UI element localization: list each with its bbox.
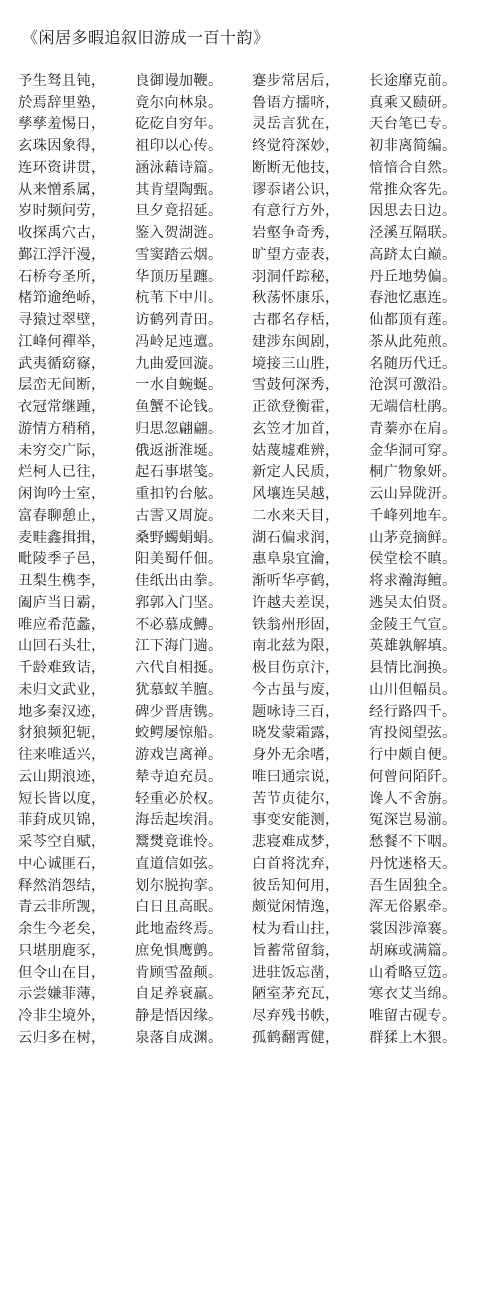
poem-phrase: 许越夫差误， bbox=[252, 594, 340, 611]
poem-phrase: 江峰何禪举， bbox=[18, 333, 106, 350]
poem-phrase: 终觉符深妙， bbox=[252, 138, 340, 155]
poem-phrase: 短长皆以度， bbox=[18, 790, 106, 807]
poem-phrase: 白日且高眠。 bbox=[135, 899, 223, 916]
poem-line bbox=[18, 722, 488, 744]
poem-line bbox=[18, 178, 488, 200]
poem-phrase: 南北兹为限， bbox=[252, 638, 340, 655]
poem-phrase: 山回石头壮， bbox=[18, 638, 106, 655]
poem-phrase: 桑野蠋蜎蜎。 bbox=[135, 529, 223, 546]
poem-phrase: 境接三山胜， bbox=[252, 355, 340, 372]
poem-phrase: 晓发蒙霜露， bbox=[252, 725, 340, 742]
poem-phrase: 二水来天目， bbox=[252, 507, 340, 524]
poem-phrase: 毗陵季子邑， bbox=[18, 551, 106, 568]
poem-phrase: 游戏岂离禅。 bbox=[135, 747, 223, 764]
poem-phrase: 白首将沈弃， bbox=[252, 855, 340, 872]
poem-phrase: 楮笻逾绝峤， bbox=[18, 290, 106, 307]
poem-phrase: 寒衣艾当绵。 bbox=[369, 986, 457, 1003]
poem-line bbox=[18, 330, 488, 352]
poem-line bbox=[18, 439, 488, 461]
poem-phrase: 豺狼频犯轭， bbox=[18, 725, 106, 742]
poem-phrase: 今古虽与废， bbox=[252, 681, 340, 698]
poem-line bbox=[18, 983, 488, 1005]
poem-phrase: 行中颇自便。 bbox=[369, 747, 457, 764]
poem-phrase: 杭苇下中川。 bbox=[135, 290, 223, 307]
poem-phrase: 金陵王气宣。 bbox=[369, 616, 457, 633]
poem-phrase: 九曲爱回漩。 bbox=[135, 355, 223, 372]
poem-phrase: 竟尔向林泉。 bbox=[135, 94, 223, 111]
poem-phrase: 武夷循窈窱， bbox=[18, 355, 106, 372]
poem-phrase: 风壤连吴越， bbox=[252, 486, 340, 503]
poem-phrase: 唯留古砚专。 bbox=[369, 1008, 457, 1025]
poem-phrase: 宵投阅望弦。 bbox=[369, 725, 457, 742]
poem-phrase: 愔愔合自然。 bbox=[369, 159, 457, 176]
poem-line bbox=[18, 395, 488, 417]
poem-phrase: 冤深岂易湔。 bbox=[369, 812, 457, 829]
poem-phrase: 良御谩加鞭。 bbox=[135, 72, 223, 89]
poem-line bbox=[18, 591, 488, 613]
poem-phrase: 正欲登衡霍， bbox=[252, 399, 340, 416]
poem-phrase: 经行路四千。 bbox=[369, 703, 457, 720]
poem-phrase: 江下海门遄。 bbox=[135, 638, 223, 655]
poem-phrase: 冷非尘境外， bbox=[18, 1008, 106, 1025]
poem-phrase: 寻猿过翠壁， bbox=[18, 312, 106, 329]
poem-phrase: 孳孳羞惕日， bbox=[18, 116, 106, 133]
poem-phrase: 青蓁亦在肩。 bbox=[369, 420, 457, 437]
poem-phrase: 划尔脱拘挛。 bbox=[135, 877, 223, 894]
poem-phrase: 长途靡克前。 bbox=[369, 72, 457, 89]
poem-phrase: 唯曰通宗说， bbox=[252, 768, 340, 785]
poem-phrase: 海岳起埃涓。 bbox=[135, 812, 223, 829]
poem-phrase: 鉴入贺湖涟。 bbox=[135, 225, 223, 242]
poem-phrase: 余生今老矣， bbox=[18, 921, 106, 938]
poem-phrase: 静是悟因缘。 bbox=[135, 1008, 223, 1025]
poem-phrase: 六代自相挻。 bbox=[135, 660, 223, 677]
poem-phrase: 麦畦鑫揖揖， bbox=[18, 529, 106, 546]
poem-phrase: 玄笠才加首， bbox=[252, 420, 340, 437]
poem-line bbox=[18, 852, 488, 874]
poem-phrase: 自足养衰羸。 bbox=[135, 986, 223, 1003]
poem-phrase: 岁时频问劳， bbox=[18, 203, 106, 220]
poem-phrase: 此地盍终焉。 bbox=[135, 921, 223, 938]
poem-line bbox=[18, 374, 488, 396]
poem-line bbox=[18, 548, 488, 570]
poem-line bbox=[18, 896, 488, 918]
poem-line bbox=[18, 221, 488, 243]
poem-phrase: 沧溟可激沿。 bbox=[369, 377, 457, 394]
poem-phrase: 俄返浙淮埏。 bbox=[135, 442, 223, 459]
poem-line bbox=[18, 156, 488, 178]
poem-phrase: 将求瀚海鳣。 bbox=[369, 573, 457, 590]
poem-phrase: 尽弃残书帙， bbox=[252, 1008, 340, 1025]
poem-phrase: 阖庐当日霸， bbox=[18, 594, 106, 611]
poem-phrase: 茶从此苑煎。 bbox=[369, 333, 457, 350]
poem-line bbox=[18, 678, 488, 700]
poem-phrase: 只堪朋鹿豕， bbox=[18, 942, 106, 959]
poem-line bbox=[18, 461, 488, 483]
poem-phrase: 云归多在树， bbox=[18, 1029, 106, 1046]
poem-phrase: 往来唯适兴， bbox=[18, 747, 106, 764]
poem-phrase: 重扣钓台舷。 bbox=[135, 486, 223, 503]
poem-phrase: 千龄难致诘， bbox=[18, 660, 106, 677]
poem-phrase: 因思去日边。 bbox=[369, 203, 457, 220]
poem-phrase: 逃吴太伯贤。 bbox=[369, 594, 457, 611]
poem-phrase: 冯岭足迍邅。 bbox=[135, 333, 223, 350]
poem-phrase: 孤鹤翻霄健， bbox=[252, 1029, 340, 1046]
poem-phrase: 高跻太白巅。 bbox=[369, 246, 457, 263]
poem-line bbox=[18, 830, 488, 852]
poem-phrase: 丹忱迷格天。 bbox=[369, 855, 457, 872]
poem-phrase: 采芩空自赋， bbox=[18, 834, 106, 851]
poem-line bbox=[18, 200, 488, 222]
poem-phrase: 富春聊憩止， bbox=[18, 507, 106, 524]
poem-phrase: 雪鼓何深秀， bbox=[252, 377, 340, 394]
poem-phrase: 英雄孰解填。 bbox=[369, 638, 457, 655]
poem-phrase: 旷望方壶表， bbox=[252, 246, 340, 263]
poem-phrase: 常推众客先。 bbox=[369, 181, 457, 198]
poem-phrase: 丹丘地势偏。 bbox=[369, 268, 457, 285]
poem-phrase: 何曾问陌阡。 bbox=[369, 768, 457, 785]
poem-phrase: 鬵燓竟谁怜。 bbox=[135, 834, 223, 851]
poem-line bbox=[18, 287, 488, 309]
poem-phrase: 华顶历星躔。 bbox=[135, 268, 223, 285]
poem-phrase: 有意行方外， bbox=[252, 203, 340, 220]
poem-phrase: 收探禹穴古， bbox=[18, 225, 106, 242]
poem-line bbox=[18, 635, 488, 657]
poem-phrase: 地多秦汉迹， bbox=[18, 703, 106, 720]
poem-line bbox=[18, 700, 488, 722]
poem-line bbox=[18, 417, 488, 439]
poem-phrase: 进驻饭忘凿， bbox=[252, 964, 340, 981]
poem-phrase: 彼岳知何用， bbox=[252, 877, 340, 894]
poem-phrase: 云山期浪迹， bbox=[18, 768, 106, 785]
poem-phrase: 雪窦踏云烟。 bbox=[135, 246, 223, 263]
poem-phrase: 春池忆惠连。 bbox=[369, 290, 457, 307]
poem-phrase: 郛郭入门坚。 bbox=[135, 594, 223, 611]
poem-phrase: 极目伤京汴， bbox=[252, 660, 340, 677]
poem-phrase: 身外无余嗜， bbox=[252, 747, 340, 764]
poem-phrase: 桐广物象妍。 bbox=[369, 464, 457, 481]
poem-phrase: 游情方稍稍， bbox=[18, 420, 106, 437]
poem-phrase: 浑无俗累牵。 bbox=[369, 899, 457, 916]
poem-phrase: 泾溪互隔联。 bbox=[369, 225, 457, 242]
poem-phrase: 山川但幅员。 bbox=[369, 681, 457, 698]
poem-line bbox=[18, 656, 488, 678]
poem-phrase: 秋荡怀康乐， bbox=[252, 290, 340, 307]
poem-line bbox=[18, 91, 488, 113]
poem-phrase: 金华洞可穿。 bbox=[369, 442, 457, 459]
poem-line bbox=[18, 917, 488, 939]
poem-line bbox=[18, 504, 488, 526]
poem-title: 《闲居多暇追叙旧游成一百十韵》 bbox=[22, 28, 270, 47]
poem-phrase: 天台笔已专。 bbox=[369, 116, 457, 133]
poem-phrase: 玄珠因象得， bbox=[18, 138, 106, 155]
poem-phrase: 涵泳藉诗篇。 bbox=[135, 159, 223, 176]
poem-line bbox=[18, 809, 488, 831]
poem-phrase: 蛟鳄屡惊船。 bbox=[135, 725, 223, 742]
poem-phrase: 谬忝诸公识， bbox=[252, 181, 340, 198]
poem-phrase: 旦夕竟招延。 bbox=[135, 203, 223, 220]
poem-phrase: 愁餐不下咽。 bbox=[369, 834, 457, 851]
poem-phrase: 渐听华亭鹤， bbox=[252, 573, 340, 590]
poem-phrase: 千峰列地车。 bbox=[369, 507, 457, 524]
poem-line bbox=[18, 134, 488, 156]
poem-line bbox=[18, 352, 488, 374]
poem-phrase: 题咏诗三百， bbox=[252, 703, 340, 720]
poem-phrase: 辇寺迫充员。 bbox=[135, 768, 223, 785]
poem-line bbox=[18, 961, 488, 983]
poem-phrase: 羽洞仟踪秘， bbox=[252, 268, 340, 285]
poem-phrase: 一水自蜿蜒。 bbox=[135, 377, 223, 394]
poem-phrase: 山茅竞摘鲜。 bbox=[369, 529, 457, 546]
poem-phrase: 石桥夸圣所， bbox=[18, 268, 106, 285]
poem-phrase: 群猱上木猥。 bbox=[369, 1029, 457, 1046]
poem-phrase: 归思忽翩翩。 bbox=[135, 420, 223, 437]
poem-phrase: 名随历代迁。 bbox=[369, 355, 457, 372]
poem-line bbox=[18, 243, 488, 265]
poem-phrase: 县情比涧换。 bbox=[369, 660, 457, 677]
poem-phrase: 唯应希范蠡， bbox=[18, 616, 106, 633]
poem-phrase: 释然消怨结， bbox=[18, 877, 106, 894]
poem-phrase: 从来憎系属， bbox=[18, 181, 106, 198]
poem-line bbox=[18, 613, 488, 635]
poem-phrase: 菲葑成贝锦， bbox=[18, 812, 106, 829]
poem-phrase: 祖印以心传。 bbox=[135, 138, 223, 155]
poem-line bbox=[18, 69, 488, 91]
poem-phrase: 岩壑争奇秀， bbox=[252, 225, 340, 242]
poem-phrase: 湖石偏求润， bbox=[252, 529, 340, 546]
poem-phrase: 悲寝难成梦， bbox=[252, 834, 340, 851]
poem-phrase: 灵岳言犹在， bbox=[252, 116, 340, 133]
poem-phrase: 断断无他技， bbox=[252, 159, 340, 176]
poem-phrase: 未归文武业， bbox=[18, 681, 106, 698]
poem-phrase: 古霅又周旋。 bbox=[135, 507, 223, 524]
poem-phrase: 胡麻或满篇。 bbox=[369, 942, 457, 959]
poem-phrase: 云山异陇汧。 bbox=[369, 486, 457, 503]
poem-phrase: 肯顾雪盈颠。 bbox=[135, 964, 223, 981]
poem-line bbox=[18, 1026, 488, 1048]
poem-phrase: 中心诚匪石， bbox=[18, 855, 106, 872]
poem-phrase: 真乘又赜研。 bbox=[369, 94, 457, 111]
poem-phrase: 轻重必於权。 bbox=[135, 790, 223, 807]
poem-phrase: 於焉辞里塾， bbox=[18, 94, 106, 111]
poem-phrase: 惠阜泉宜瀹， bbox=[252, 551, 340, 568]
poem-phrase: 初非离简编。 bbox=[369, 138, 457, 155]
poem-phrase: 古郡名存栝， bbox=[252, 312, 340, 329]
poem-phrase: 层峦无间断， bbox=[18, 377, 106, 394]
poem-phrase: 衣冠常继踵， bbox=[18, 399, 106, 416]
poem-phrase: 姑蔑墟难辨， bbox=[252, 442, 340, 459]
poem-phrase: 杖为看山拄， bbox=[252, 921, 340, 938]
poem-line bbox=[18, 113, 488, 135]
poem-phrase: 示尝嫌菲薄， bbox=[18, 986, 106, 1003]
poem-phrase: 仙都顶有莲。 bbox=[369, 312, 457, 329]
poem-phrase: 山肴略豆笾。 bbox=[369, 964, 457, 981]
poem-phrase: 谗人不舍旃。 bbox=[369, 790, 457, 807]
poem-phrase: 泉落自成渊。 bbox=[135, 1029, 223, 1046]
poem-phrase: 丑梨生槜李， bbox=[18, 573, 106, 590]
poem-phrase: 闲询吟士室， bbox=[18, 486, 106, 503]
poem-phrase: 佳纸出由拳。 bbox=[135, 573, 223, 590]
poem-phrase: 访鹤列青田。 bbox=[135, 312, 223, 329]
poem-phrase: 青云非所觊， bbox=[18, 899, 106, 916]
poem-phrase: 建涉东闽剧， bbox=[252, 333, 340, 350]
poem-phrase: 阳美蜀仟佃。 bbox=[135, 551, 223, 568]
poem-phrase: 鲁语方擩哜， bbox=[252, 94, 340, 111]
poem-line bbox=[18, 482, 488, 504]
poem-line bbox=[18, 765, 488, 787]
poem-phrase: 鄞江浮汗漫， bbox=[18, 246, 106, 263]
poem-phrase: 事变安能测， bbox=[252, 812, 340, 829]
poem-phrase: 新定人民质， bbox=[252, 464, 340, 481]
poem-phrase: 苦节贞徒尔， bbox=[252, 790, 340, 807]
poem-phrase: 颇觉闲情逸， bbox=[252, 899, 340, 916]
poem-phrase: 予生驽且钝， bbox=[18, 72, 106, 89]
poem-phrase: 直道信如弦。 bbox=[135, 855, 223, 872]
poem-line bbox=[18, 743, 488, 765]
poem-line bbox=[18, 526, 488, 548]
poem-phrase: 蹇步常居后， bbox=[252, 72, 340, 89]
poem-phrase: 未穷交广际， bbox=[18, 442, 106, 459]
poem-phrase: 鱼蟹不论钱。 bbox=[135, 399, 223, 416]
poem-phrase: 吾生固独全。 bbox=[369, 877, 457, 894]
poem-phrase: 犹慕蚁羊膻。 bbox=[135, 681, 223, 698]
poem-line bbox=[18, 265, 488, 287]
poem-phrase: 起石事堪笺。 bbox=[135, 464, 223, 481]
poem-line bbox=[18, 874, 488, 896]
poem-line bbox=[18, 308, 488, 330]
poem-body bbox=[18, 69, 488, 1048]
poem-phrase: 其肯望陶甄。 bbox=[135, 181, 223, 198]
poem-line bbox=[18, 569, 488, 591]
poem-phrase: 陋室茅充瓦， bbox=[252, 986, 340, 1003]
poem-phrase: 铁翁州形固， bbox=[252, 616, 340, 633]
poem-phrase: 烂柯人已往， bbox=[18, 464, 106, 481]
poem-phrase: 但令山在目， bbox=[18, 964, 106, 981]
poem-phrase: 裳因涉漳褰。 bbox=[369, 921, 457, 938]
poem-phrase: 矻矻自穷年。 bbox=[135, 116, 223, 133]
poem-phrase: 旨蓄常留翁， bbox=[252, 942, 340, 959]
poem-phrase: 庶免惧鹰鹯。 bbox=[135, 942, 223, 959]
poem-phrase: 连环资讲贯， bbox=[18, 159, 106, 176]
poem-line bbox=[18, 787, 488, 809]
poem-phrase: 不必慕成鱄。 bbox=[135, 616, 223, 633]
poem-phrase: 无端信杜鹃。 bbox=[369, 399, 457, 416]
poem-phrase: 侯堂桧不瞋。 bbox=[369, 551, 457, 568]
poem-line bbox=[18, 1004, 488, 1026]
poem-phrase: 碑少晋唐镌。 bbox=[135, 703, 223, 720]
poem-line bbox=[18, 939, 488, 961]
